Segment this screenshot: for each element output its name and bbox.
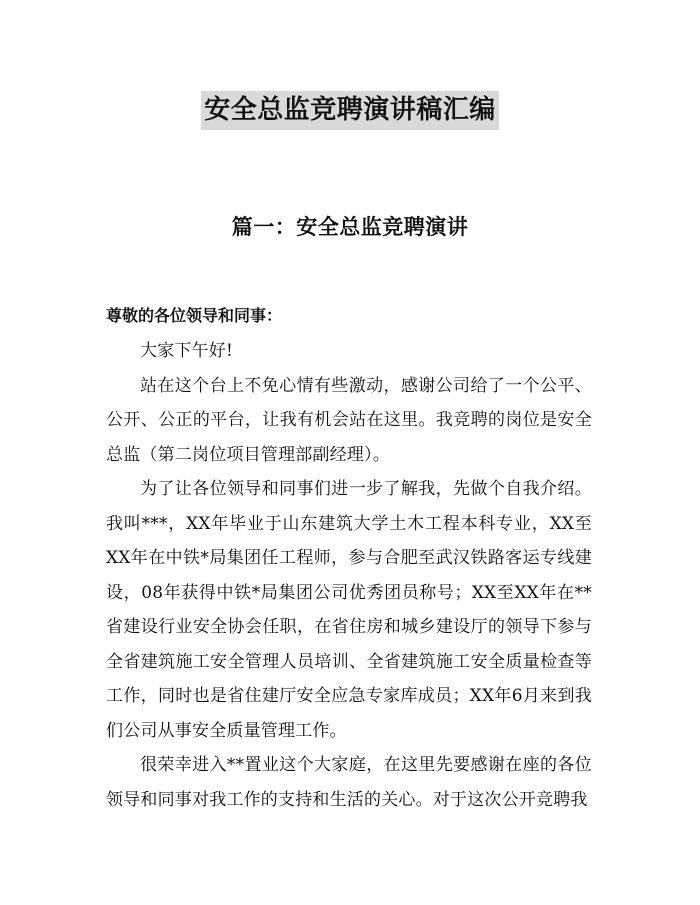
paragraph-thanks: 很荣幸进入**置业这个大家庭，在这里先要感谢在座的各位领导和同事对我工作的支持和生活的关心。对于这次公开竞聘我: [106, 755, 592, 810]
section-title: 篇一：安全总监竞聘演讲: [231, 215, 469, 239]
body-text: [106, 334, 592, 817]
paragraph-self-introduction: 为了让各位领导和同事们进一步了解我，先做个自我介绍。我叫***，XX年毕业于山东建筑大学土木工程本科专业，XX至XX年在中铁*局集团任工程师，参与合肥至武汉铁路客运专线建设，08年获得中铁*局集团公司优秀团员称号；XX至XX年在**省建设行业安全协会任职，在省住房和城乡建设厅的领导下参与全省建筑施工安全管理人员培训、全省建筑施工安全质量检查等工作，同时也是省住建厅安全应急专家库成员；XX年6月来到我们公司从事安全质量管理工作。: [106, 479, 592, 741]
document-title-text: 安全总监竞聘演讲稿汇编: [201, 91, 499, 130]
paragraph-opening: 站在这个台上不免心情有些激动，感谢公司给了一个公平、公开、公正的平台，让我有机会站在这里。我竞聘的岗位是安全总监（第二岗位项目管理部副经理）。: [106, 375, 592, 465]
salutation: 尊敬的各位领导和同事：: [106, 306, 283, 325]
document-title: [0, 88, 700, 130]
paragraph-greeting: 大家下午好!: [140, 341, 234, 361]
